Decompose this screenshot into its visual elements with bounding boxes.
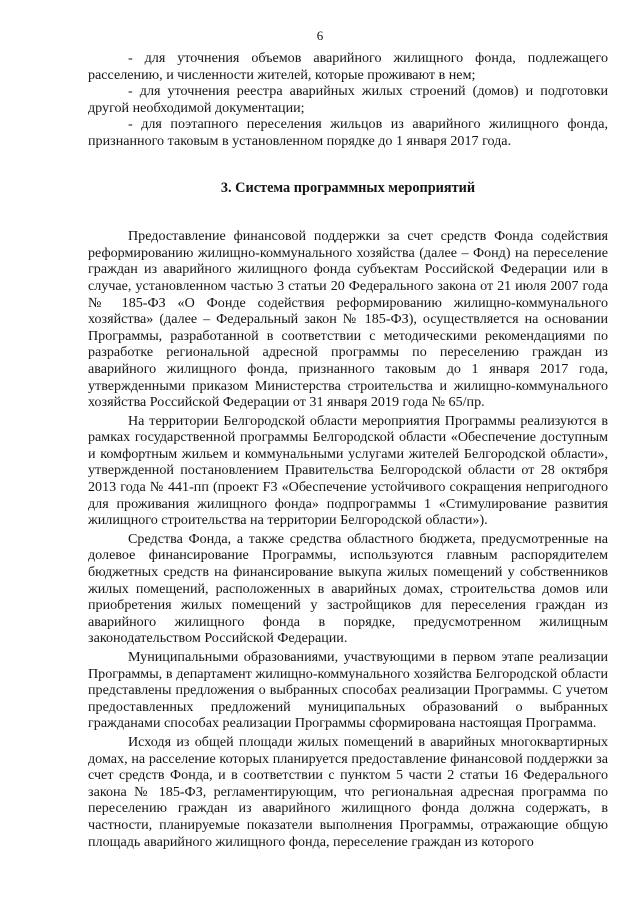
list-item: - для поэтапного переселения жильцов из аварийного жилищного фонда, признанного таковым в установленном порядке до 1 января 2017 года.	[88, 116, 608, 149]
paragraph: На территории Белгородской области мероприятия Программы реализуются в рамках государственной программы Белгородской области «Обеспечение доступным и комфортным жильем и коммунальными услугами жителей Белгородской области», утвержденной постановлением Правительства Белгородской области от 28 октября 2013 года № 441-пп (проект F3 «Обеспечение устойчивого сокращения непригодного для проживания жилищного фонда» подпрограммы 1 «Стимулирование развития жилищного строительства на территории Белгородской области»).	[88, 412, 608, 529]
list-item: - для уточнения реестра аварийных жилых строений (домов) и подготовки другой необходимой документации;	[88, 83, 608, 116]
paragraph: Муниципальными образованиями, участвующими в первом этапе реализации Программы, в департамент жилищно-коммунального хозяйства Белгородской области представлены предложения о выбранных способах реализации Программы. С учетом предоставленных предложений муниципальных образований о выбранных гражданами способах реализации Программы сформирована настоящая Программа.	[88, 649, 608, 732]
document-body	[88, 50, 608, 850]
list-item: - для уточнения объемов аварийного жилищного фонда, подлежащего расселению, и численности жителей, которые проживают в нем;	[88, 50, 608, 83]
section-title: 3. Система программных мероприятий	[220, 179, 476, 196]
paragraph: Предоставление финансовой поддержки за счет средств Фонда содействия реформированию жилищно-коммунального хозяйства (далее – Фонд) на переселение граждан из аварийного жилищного фонда субъектам Российской Федерации или в случае, установленном частью 3 статьи 20 Федерального закона от 21 июля 2007 года № 185-ФЗ «О Фонде содействия реформированию жилищно-коммунального хозяйства» (далее – Федеральный закон № 185-ФЗ), осуществляется на основании Программы, разработанной в соответствии с методическими рекомендациями по разработке региональной адресной программы по переселению граждан из аварийного жилищного фонда, признанного таковым до 1 января 2017 года, утвержденными приказом Министерства строительства и жилищно-коммунального хозяйства Российской Федерации от 31 января 2019 года № 65/пр.	[88, 228, 608, 411]
paragraph: Средства Фонда, а также средства областного бюджета, предусмотренные на долевое финансирование Программы, используются главным распорядителем бюджетных средств на финансирование выкупа жилых помещений у собственников жилых помещений, расположенных в аварийных домах, строительства домов или приобретения жилых помещений у застройщиков для переселения граждан из аварийного жилищного фонда в порядке, предусмотренном жилищным законодательством Российской Федерации.	[88, 530, 608, 647]
paragraph: Исходя из общей площади жилых помещений в аварийных многоквартирных домах, на расселение которых планируется предоставление финансовой поддержки за счет средств Фонда, и в соответствии с пунктом 5 части 2 статьи 16 Федерального закона № 185-ФЗ, регламентирующим, что региональная адресная программа по переселению граждан из аварийного жилищного фонда должна содержать, в частности, планируемые показатели выполнения Программы, отражающие общую площадь аварийного жилищного фонда, переселение граждан из которого	[88, 733, 608, 850]
page-number: 6	[316, 28, 324, 43]
